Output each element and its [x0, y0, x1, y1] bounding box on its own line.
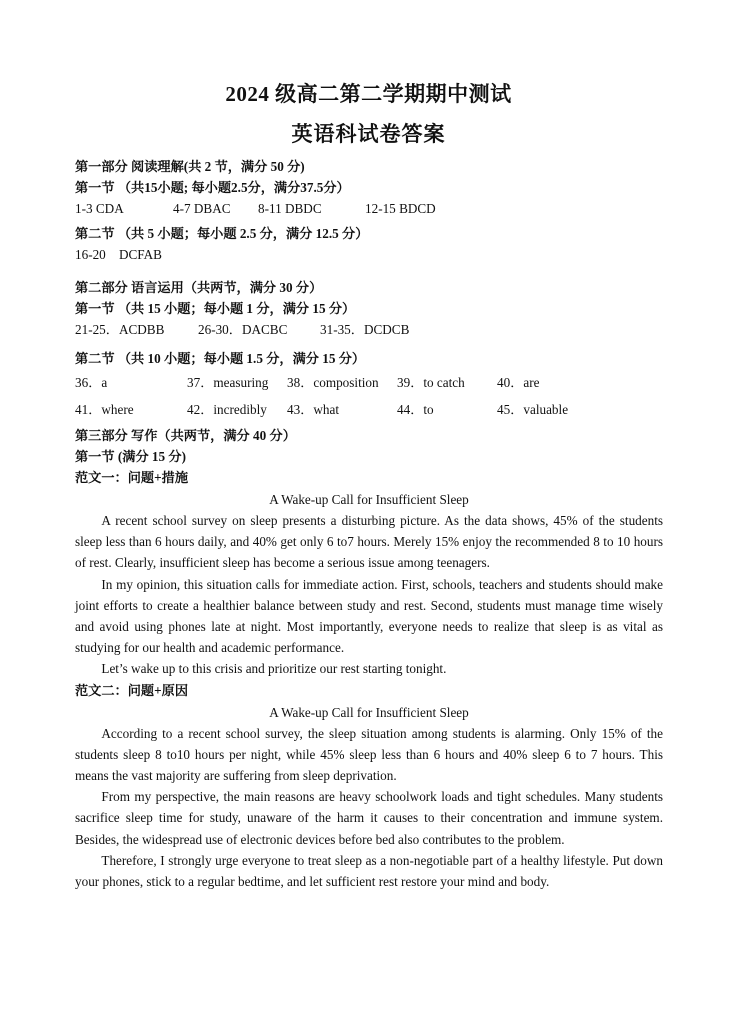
answer-group: 26-30．DACBC: [198, 322, 288, 337]
essay1-paragraph: A recent school survey on sleep presents a disturbing picture. As the data shows, 45% of the students sleep less than 6 hours daily, and 40% get only 6 to7 hours. Merely 15% enjoy the recommended 8 to 10 hours of rest. Clearly, insufficient sleep has become a serious issue among teenagers.: [75, 513, 663, 571]
answer-content: [75, 156, 663, 892]
essay2-title: A Wake-up Call for Insufficient Sleep: [269, 704, 469, 720]
answer-item: 38．composition: [287, 375, 379, 390]
answer-item: 41．where: [75, 402, 134, 417]
answer-item: 45．valuable: [497, 402, 569, 417]
essay1-paragraph: Let’s wake up to this crisis and prioritize our rest starting tonight.: [101, 661, 447, 677]
part1-heading: 第一部分 阅读理解(共 2 节，满分 50 分): [75, 159, 305, 174]
essay2-label: 范文二：问题+原因: [75, 682, 189, 698]
essay2-paragraph: From my perspective, the main reasons are heavy schoolwork loads and tight schedules. Many students sacrifice sleep time for study, unaware of the harm it causes to their concentration and immune system. Besides, the widespread use of electronic devices before bed also contributes to the problem.: [75, 789, 663, 847]
page-title: 2024 级高二第二学期期中测试: [225, 82, 512, 106]
part2-section1-answers: [75, 319, 663, 340]
part1-section2-answers: 16-20 DCFAB: [75, 247, 162, 262]
answer-group: 12-15 BDCD: [365, 201, 436, 216]
essay2-paragraph: According to a recent school survey, the sleep situation among students is alarming. Only 15% of the students sleep 8 to10 hours per night, while 45% sleep less than 6 hours and 40% sleep 6 to 7 hours. This means the vast majority are suffering from sleep deprivation.: [75, 725, 663, 784]
answer-item: 36．a: [75, 375, 108, 390]
answer-group: 8-11 DBDC: [258, 201, 322, 216]
part2-section2-heading: 第二节 （共 10 小题；每小题 1.5 分，满分 15 分）: [75, 351, 366, 366]
part3-section1-heading: 第一节 (满分 15 分): [75, 449, 186, 464]
answer-item: 44．to: [397, 402, 434, 417]
essay2-paragraph: Therefore, I strongly urge everyone to treat sleep as a non-negotiable part of a healthy lifestyle. Put down your phones, stick to a regular bedtime, and let sufficient rest restore your mind and body.: [75, 852, 663, 890]
part2-section2-answers: [75, 369, 663, 423]
essay1-label: 范文一：问题+措施: [75, 470, 189, 485]
answer-item: 43．what: [287, 402, 340, 417]
part2-heading: 第二部分 语言运用（共两节，满分 30 分）: [75, 280, 323, 295]
part1-section1-answers: [75, 198, 663, 219]
answer-item: 37．measuring: [187, 375, 269, 390]
essay1-paragraph: In my opinion, this situation calls for immediate action. First, schools, teachers and students should make joint efforts to create a healthier balance between study and rest. Second, students must manage time wisely and avoid using phones late at night. Most importantly, everyone needs to realize that sleep is as vital as studying for our health and academic performance.: [75, 576, 663, 656]
answer-group: 31-35．DCDCB: [320, 322, 410, 337]
essay1-title: A Wake-up Call for Insufficient Sleep: [269, 492, 469, 507]
answer-group: 21-25．ACDBB: [75, 322, 165, 337]
part3-heading: 第三部分 写作（共两节，满分 40 分）: [75, 428, 296, 443]
part2-section1-heading: 第一节 （共 15 小题；每小题 1 分，满分 15 分）: [75, 301, 356, 316]
answer-item: 39．to catch: [397, 375, 465, 390]
answer-group: 1-3 CDA: [75, 201, 124, 216]
answer-item: 42．incredibly: [187, 402, 267, 417]
page-subtitle: 英语科试卷答案: [291, 122, 446, 146]
part1-section1-heading: 第一节 （共15小题; 每小题2.5分，满分37.5分）: [75, 180, 350, 195]
answer-item: 40．are: [497, 375, 540, 390]
answer-group: 4-7 DBAC: [173, 201, 231, 216]
part1-section2-heading: 第二节 （共 5 小题；每小题 2.5 分，满分 12.5 分）: [75, 226, 369, 241]
